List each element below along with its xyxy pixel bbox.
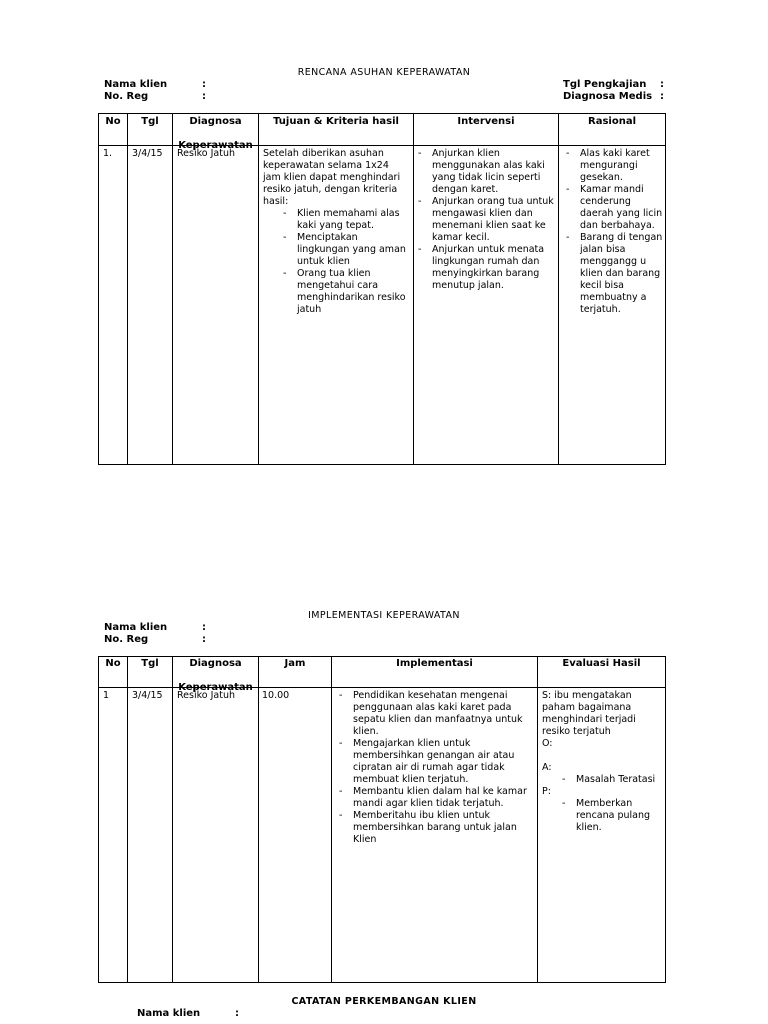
implementasi-row-diagnosa: Resiko Jatuh bbox=[177, 690, 235, 701]
rasional-item: - Barang di tengan jalan bisa menggangg u klien dan barang kecil bisa membuatny a terjatuh. bbox=[564, 232, 664, 316]
rencana-row-rasional bbox=[580, 148, 664, 316]
rencana-no-reg-label: No. Reg bbox=[104, 91, 149, 102]
intervensi-item: - Anjurkan klien menggunakan alas kaki yang tidak licin seperti dengan karet. bbox=[416, 148, 556, 196]
diagnosa-medis-label: Diagnosa Medis bbox=[563, 91, 653, 102]
implementasi-item: - Membantu klien dalam hal ke kamar mandi agar klien tidak terjatuh. bbox=[337, 786, 533, 810]
rencana-nama-klien-colon: : bbox=[202, 79, 206, 90]
implementasi-nama-klien-colon: : bbox=[202, 622, 206, 633]
implementasi-item: - Mengajarkan klien untuk membersihkan genangan air atau cipratan air di rumah agar tidak membuat klien terjatuh. bbox=[337, 738, 533, 786]
rasional-list bbox=[564, 148, 664, 316]
rasional-item: - Alas kaki karet mengurangi gesekan. bbox=[564, 148, 664, 184]
rencana-nama-klien-label: Nama klien bbox=[104, 79, 168, 90]
implementasi-nama-klien-label: Nama klien bbox=[104, 622, 168, 633]
tujuan-item: - Orang tua klien mengetahui cara menghindarikan resiko jatuh bbox=[263, 268, 409, 316]
evaluasi-o: O: bbox=[542, 738, 553, 749]
evaluasi-s: S: ibu mengatakan paham bagaimana menghindari terjadi resiko terjatuh bbox=[542, 690, 636, 737]
tujuan-item: - Menciptakan lingkungan yang aman untuk klien bbox=[263, 232, 409, 268]
rencana-header-intervensi: Intervensi bbox=[457, 116, 515, 127]
evaluasi-a-item: - Masalah Teratasi bbox=[542, 774, 662, 786]
implementasi-no-reg-colon: : bbox=[202, 634, 206, 645]
implementasi-item: - Memberitahu ibu klien untuk membersihkan barang untuk jalan Klien bbox=[337, 810, 533, 846]
tujuan-list bbox=[263, 208, 409, 316]
rencana-header-tujuan: Tujuan & Kriteria hasil bbox=[273, 116, 399, 127]
rencana-header-tgl: Tgl bbox=[141, 116, 159, 127]
rencana-row-tgl: 3/4/15 bbox=[132, 148, 163, 159]
evaluasi-a: A: bbox=[542, 762, 552, 773]
implementasi-row-jam: 10.00 bbox=[262, 690, 290, 701]
evaluasi-a-list bbox=[542, 774, 662, 786]
catatan-nama-klien-label: Nama klien bbox=[137, 1008, 201, 1019]
implementasi-no-reg-label: No. Reg bbox=[104, 634, 149, 645]
tujuan-intro: Setelah diberikan asuhan keperawatan selama 1x24 jam klien dapat menghindari resiko jatuh, dengan kriteria hasil: bbox=[263, 148, 401, 207]
evaluasi-p: P: bbox=[542, 786, 551, 797]
implementasi-row-tgl: 3/4/15 bbox=[132, 690, 163, 701]
rasional-item: - Kamar mandi cenderung daerah yang licin dan berbahaya. bbox=[564, 184, 664, 232]
diagnosa-medis-colon: : bbox=[660, 91, 664, 102]
evaluasi-p-list bbox=[542, 798, 662, 834]
intervensi-item: - Anjurkan untuk menata lingkungan rumah dan menyingkirkan barang menutup jalan. bbox=[416, 244, 556, 292]
tgl-pengkajian-colon: : bbox=[660, 79, 664, 90]
rencana-row-no: 1. bbox=[103, 148, 113, 159]
tgl-pengkajian-label: Tgl Pengkajian bbox=[563, 79, 647, 90]
implementasi-item: - Pendidikan kesehatan mengenai penggunaan alas kaki karet pada sepatu klien dan manfaatnya untuk klien. bbox=[337, 690, 533, 738]
implementasi-header-implementasi: Implementasi bbox=[396, 658, 473, 669]
implementasi-row-evaluasi bbox=[542, 690, 662, 834]
implementasi-row-implementasi bbox=[353, 690, 533, 846]
implementasi-header-jam: Jam bbox=[284, 658, 306, 669]
rencana-row-intervensi bbox=[432, 148, 556, 292]
implementasi-header-diagnosa: Diagnosa Keperawatan bbox=[178, 658, 253, 693]
intervensi-item: - Anjurkan orang tua untuk mengawasi klien dan menemani klien saat ke kamar kecil. bbox=[416, 196, 556, 244]
implementasi-header-no: No bbox=[105, 658, 121, 669]
rencana-title: RENCANA ASUHAN KEPERAWATAN bbox=[297, 67, 471, 78]
rencana-header-rasional: Rasional bbox=[588, 116, 636, 127]
rencana-no-reg-colon: : bbox=[202, 91, 206, 102]
rencana-header-diagnosa: Diagnosa Keperawatan bbox=[178, 116, 253, 151]
implementasi-title: IMPLEMENTASI KEPERAWATAN bbox=[308, 610, 460, 621]
implementasi-header-tgl: Tgl bbox=[141, 658, 159, 669]
intervensi-list bbox=[416, 148, 556, 292]
implementasi-list bbox=[337, 690, 533, 846]
evaluasi-p-item: - Memberkan rencana pulang klien. bbox=[542, 798, 662, 834]
tujuan-item: - Klien memahami alas kaki yang tepat. bbox=[263, 208, 409, 232]
rencana-header-no: No bbox=[105, 116, 121, 127]
catatan-nama-klien-colon: : bbox=[235, 1008, 239, 1019]
implementasi-row-no: 1 bbox=[103, 690, 110, 701]
rencana-row-diagnosa: Resiko Jatuh bbox=[177, 148, 235, 159]
rencana-row-tujuan bbox=[263, 148, 409, 316]
implementasi-header-evaluasi: Evaluasi Hasil bbox=[562, 658, 641, 669]
catatan-title: CATATAN PERKEMBANGAN KLIEN bbox=[291, 996, 477, 1007]
